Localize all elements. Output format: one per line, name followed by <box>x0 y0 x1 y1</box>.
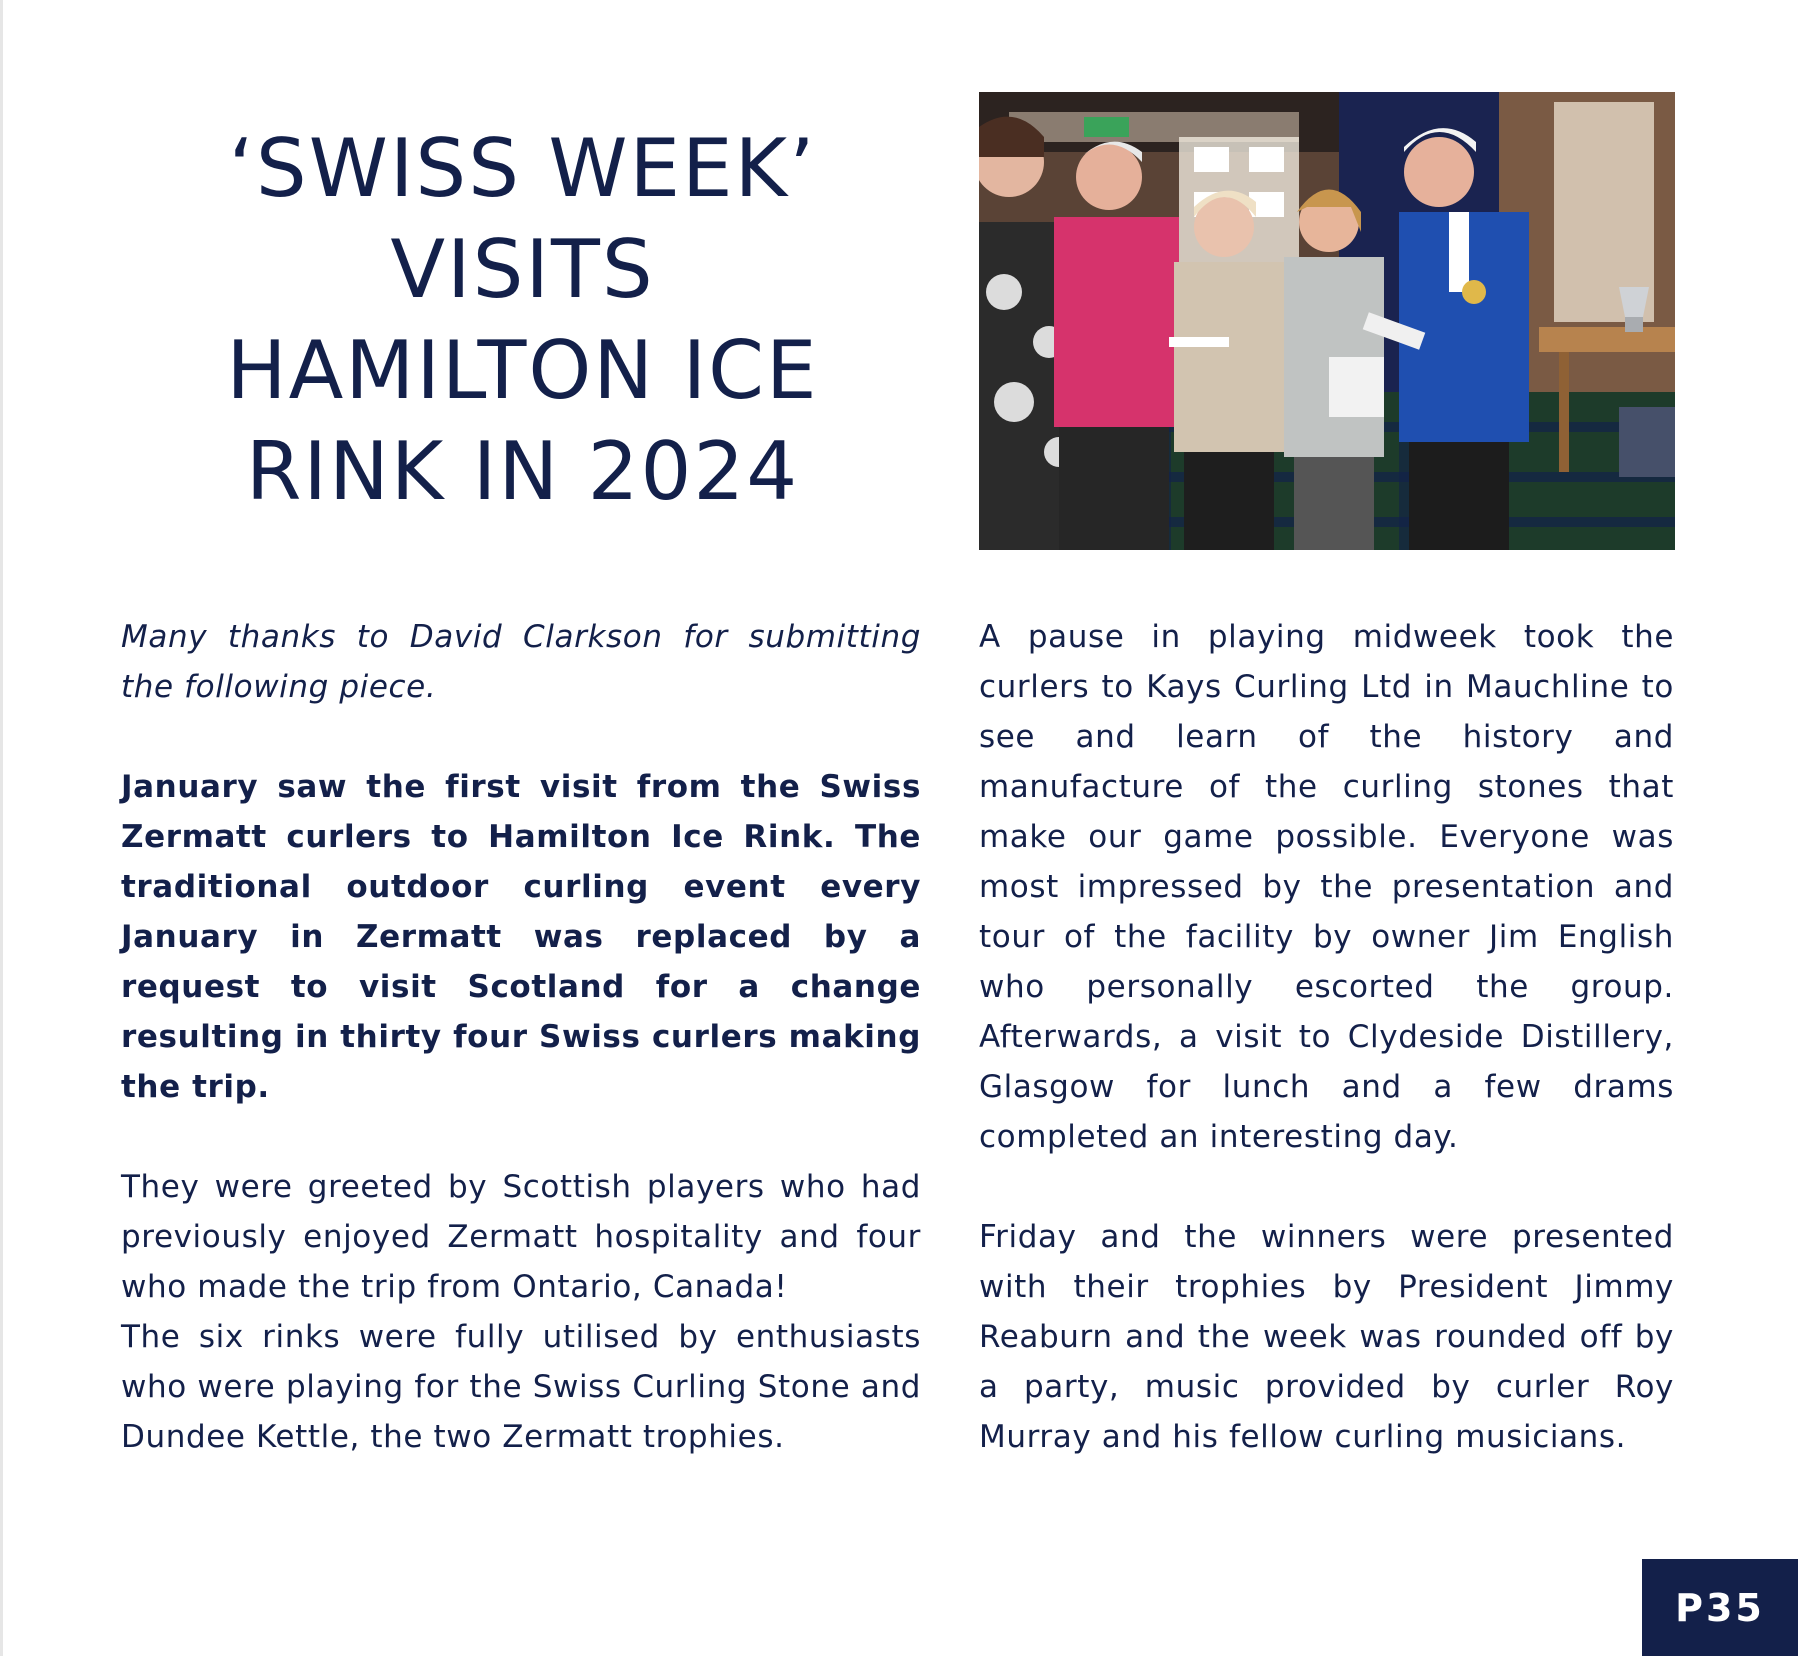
page-number-badge: P35 <box>1642 1559 1798 1656</box>
article-column-left <box>121 612 921 1462</box>
page-edge <box>0 0 3 1656</box>
group-photo-image <box>979 92 1675 550</box>
title-line-4: RINK IN 2024 <box>245 425 800 518</box>
group-photo <box>979 92 1675 550</box>
lead-paragraph: January saw the first visit from the Swiss Zermatt curlers to Hamilton Ice Rink. The traditional outdoor curling event every January in Zermatt was replaced by a request to visit Scotland for a change resulting in thirty four Swiss curlers making the trip. <box>121 769 921 1105</box>
title-line-1: ‘SWISS WEEK’ <box>228 122 817 215</box>
title-line-2: VISITS <box>390 223 655 316</box>
article-title <box>140 118 905 522</box>
greeting-paragraph: They were greeted by Scottish players who had previously enjoyed Zermatt hospitality and four who made the trip from Ontario, Canada! <box>121 1169 921 1305</box>
title-line-3: HAMILTON ICE <box>226 324 819 417</box>
article-column-right <box>979 612 1674 1462</box>
intro-credit: Many thanks to David Clarkson for submitting the following piece. <box>121 619 921 705</box>
rinks-paragraph: The six rinks were fully utilised by enthusiasts who were playing for the Swiss Curling Stone and Dundee Kettle, the two Zermatt trophies. <box>121 1319 921 1455</box>
friday-paragraph: Friday and the winners were presented with their trophies by President Jimmy Reaburn and the week was rounded off by a party, music provided by curler Roy Murray and his fellow curling musicians. <box>979 1219 1674 1455</box>
kays-curling-paragraph: A pause in playing midweek took the curlers to Kays Curling Ltd in Mauchline to see and learn of the history and manufacture of the curling stones that make our game possible. Everyone was most impressed by the presentation and tour of the facility by owner Jim English who personally escorted the group. Afterwards, a visit to Clydeside Distillery, Glasgow for lunch and a few drams completed an interesting day. <box>979 619 1674 1155</box>
